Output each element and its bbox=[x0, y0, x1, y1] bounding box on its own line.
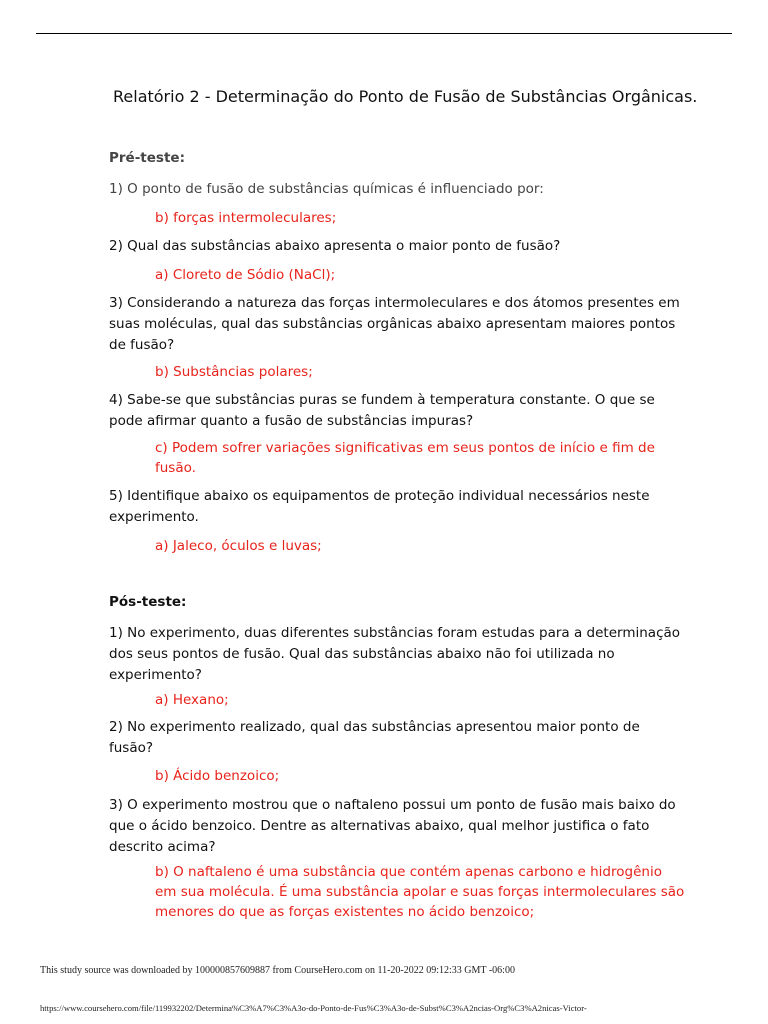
download-notice: This study source was downloaded by 100000857609887 from CourseHero.com on 11-20-2022 09:12:33 GMT -06:00 bbox=[40, 965, 515, 976]
top-rule bbox=[36, 33, 732, 34]
pre-test-heading: Pré-teste: bbox=[109, 150, 185, 166]
post-question-3: 3) O experimento mostrou que o naftaleno possui um ponto de fusão mais baixo do que o ácido benzoico. Dentre as alternativas abaixo, qual melhor justifica o fato descrito acima? bbox=[109, 797, 676, 855]
pre-answer-3: b) Substâncias polares; bbox=[155, 364, 313, 380]
pre-answer-4: c) Podem sofrer variações significativas em seus pontos de início e fim de fusão. bbox=[155, 440, 655, 476]
source-url: https://www.coursehero.com/file/119932202/Determina%C3%A7%C3%A3o-do-Ponto-de-Fus%C3%A3o-de-Subst%C3%A2ncias-Org%C3%A2nicas-Victor- bbox=[40, 1003, 587, 1013]
post-question-1: 1) No experimento, duas diferentes substâncias foram estudas para a determinação dos seus pontos de fusão. Qual das substâncias abaixo não foi utilizada no experimento? bbox=[109, 625, 681, 683]
document-title: Relatório 2 - Determinação do Ponto de Fusão de Substâncias Orgânicas. bbox=[113, 87, 698, 106]
pre-question-2: 2) Qual das substâncias abaixo apresenta o maior ponto de fusão? bbox=[109, 238, 561, 254]
post-answer-2: b) Ácido benzoico; bbox=[155, 768, 280, 784]
pre-answer-1: b) forças intermoleculares; bbox=[155, 210, 337, 226]
post-answer-3: b) O naftaleno é uma substância que contém apenas carbono e hidrogênio em sua molécula. É uma substância apolar e suas forças intermoleculares são menores do que as forças existentes no ácido benzoico; bbox=[155, 864, 685, 920]
pre-answer-2: a) Cloreto de Sódio (NaCl); bbox=[155, 267, 336, 283]
pre-answer-5: a) Jaleco, óculos e luvas; bbox=[155, 538, 322, 554]
pre-question-1: 1) O ponto de fusão de substâncias químicas é influenciado por: bbox=[109, 181, 544, 197]
pre-question-4: 4) Sabe-se que substâncias puras se fundem à temperatura constante. O que se pode afirmar quanto a fusão de substâncias impuras? bbox=[109, 392, 655, 429]
post-question-2: 2) No experimento realizado, qual das substâncias apresentou maior ponto de fusão? bbox=[109, 719, 640, 756]
pre-question-5: 5) Identifique abaixo os equipamentos de proteção individual necessários neste experimento. bbox=[109, 488, 650, 525]
post-test-heading: Pós-teste: bbox=[109, 594, 187, 610]
pre-question-3: 3) Considerando a natureza das forças intermoleculares e dos átomos presentes em suas moléculas, qual das substâncias orgânicas abaixo apresentam maiores pontos de fusão? bbox=[109, 295, 680, 353]
post-answer-1: a) Hexano; bbox=[155, 692, 229, 708]
